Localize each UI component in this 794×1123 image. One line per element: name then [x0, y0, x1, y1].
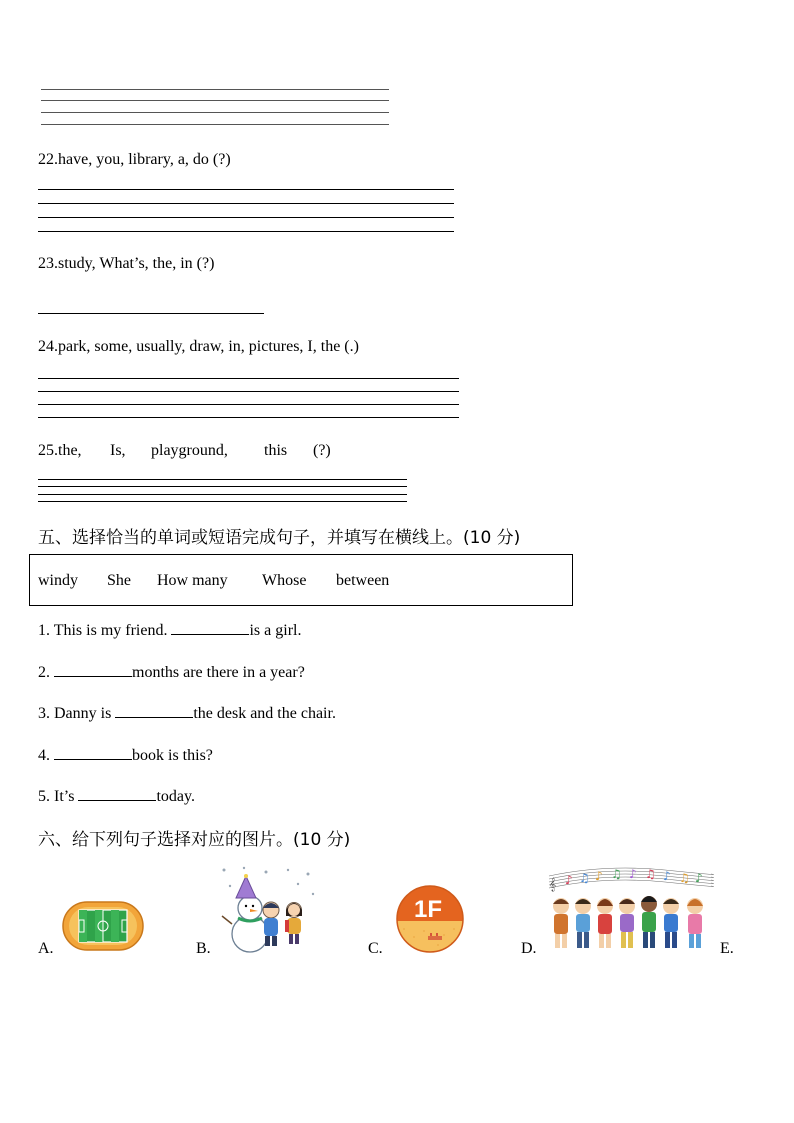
option-label-a: A. [38, 940, 54, 957]
word-bank-item: How many [157, 572, 228, 589]
question-text: park, some, usually, draw, in, pictures, I, the (.) [58, 338, 359, 355]
answer-line [41, 112, 389, 113]
answer-line[interactable] [38, 479, 407, 480]
question-number: 23. [38, 255, 58, 272]
question-23 [38, 255, 214, 273]
playground-image[interactable] [62, 898, 144, 954]
word-bank-item: between [336, 572, 390, 589]
first-floor-image[interactable] [394, 885, 466, 953]
sentence-start: 3. Danny is [38, 705, 116, 722]
question-word: this [264, 442, 288, 459]
option-label-c: C. [368, 940, 383, 957]
option-label-e: E. [720, 940, 734, 957]
svg-text:𝄞: 𝄞 [549, 877, 557, 891]
answer-line [41, 124, 389, 125]
sentence-end: months are there in a year? [132, 664, 305, 681]
fill-blank[interactable] [54, 745, 132, 760]
sentence-end: today. [156, 788, 195, 805]
fill-blank[interactable] [115, 703, 193, 718]
answer-line[interactable] [38, 391, 459, 392]
answer-line[interactable] [38, 203, 454, 204]
answer-line[interactable] [38, 494, 407, 495]
answer-line[interactable] [38, 231, 454, 232]
answer-line[interactable] [38, 501, 407, 502]
fill-blank[interactable] [78, 786, 156, 801]
option-label-d: D. [521, 940, 537, 957]
svg-text:♫: ♫ [611, 867, 622, 881]
fill-sentence [38, 786, 195, 806]
fill-blank[interactable] [54, 662, 132, 677]
question-word: playground, [151, 442, 228, 459]
question-text: have, you, library, a, do (?) [58, 151, 231, 168]
fill-sentence [38, 662, 305, 682]
question-number: 24. [38, 338, 58, 355]
answer-line [41, 89, 389, 90]
sentence-start: 5. It’s [38, 788, 79, 805]
floor-sign-text: 1F [414, 896, 443, 923]
section-5-title: 五、选择恰当的单词或短语完成句子，并填写在横线上。(10 分) [38, 528, 521, 548]
answer-line [41, 100, 389, 101]
singing-children-image[interactable] [545, 860, 715, 956]
fill-sentence [38, 703, 336, 723]
question-text: study, What’s, the, in (?) [58, 255, 215, 272]
snowman-image[interactable] [218, 864, 318, 954]
svg-text:♫: ♫ [579, 871, 590, 885]
answer-line[interactable] [38, 404, 459, 405]
option-label-b: B. [196, 940, 211, 957]
answer-line[interactable] [38, 378, 459, 379]
fill-sentence [38, 745, 213, 765]
svg-text:♫: ♫ [645, 867, 656, 881]
question-word: the, [58, 442, 82, 459]
question-word: (?) [313, 442, 331, 459]
word-bank-item: Whose [262, 572, 307, 589]
sentence-start: 4. [38, 747, 54, 764]
answer-line[interactable] [38, 189, 454, 190]
question-24 [38, 338, 359, 356]
answer-line[interactable] [38, 313, 264, 314]
sentence-end: the desk and the chair. [193, 705, 336, 722]
question-22 [38, 151, 231, 169]
answer-line[interactable] [38, 217, 454, 218]
sentence-end: book is this? [132, 747, 213, 764]
sentence-start: 2. [38, 664, 54, 681]
svg-text:♪: ♪ [565, 873, 573, 887]
word-bank-item: windy [38, 572, 78, 589]
answer-line[interactable] [38, 486, 407, 487]
answer-line[interactable] [38, 417, 459, 418]
word-bank [29, 554, 573, 606]
question-number: 25. [38, 442, 58, 459]
fill-sentence [38, 620, 301, 640]
svg-text:♪: ♪ [663, 869, 671, 883]
question-25 [38, 442, 82, 460]
word-bank-item: She [107, 572, 131, 589]
question-word: Is, [110, 442, 126, 459]
question-number: 22. [38, 151, 58, 168]
svg-text:♪: ♪ [595, 869, 603, 883]
fill-blank[interactable] [171, 620, 249, 635]
svg-text:♫: ♫ [679, 871, 690, 885]
section-6-title: 六、给下列句子选择对应的图片。(10 分) [38, 830, 351, 850]
sentence-end: is a girl. [249, 622, 302, 639]
svg-text:♪: ♪ [695, 871, 703, 885]
svg-text:♪: ♪ [629, 867, 637, 881]
sentence-start: 1. This is my friend. [38, 622, 172, 639]
